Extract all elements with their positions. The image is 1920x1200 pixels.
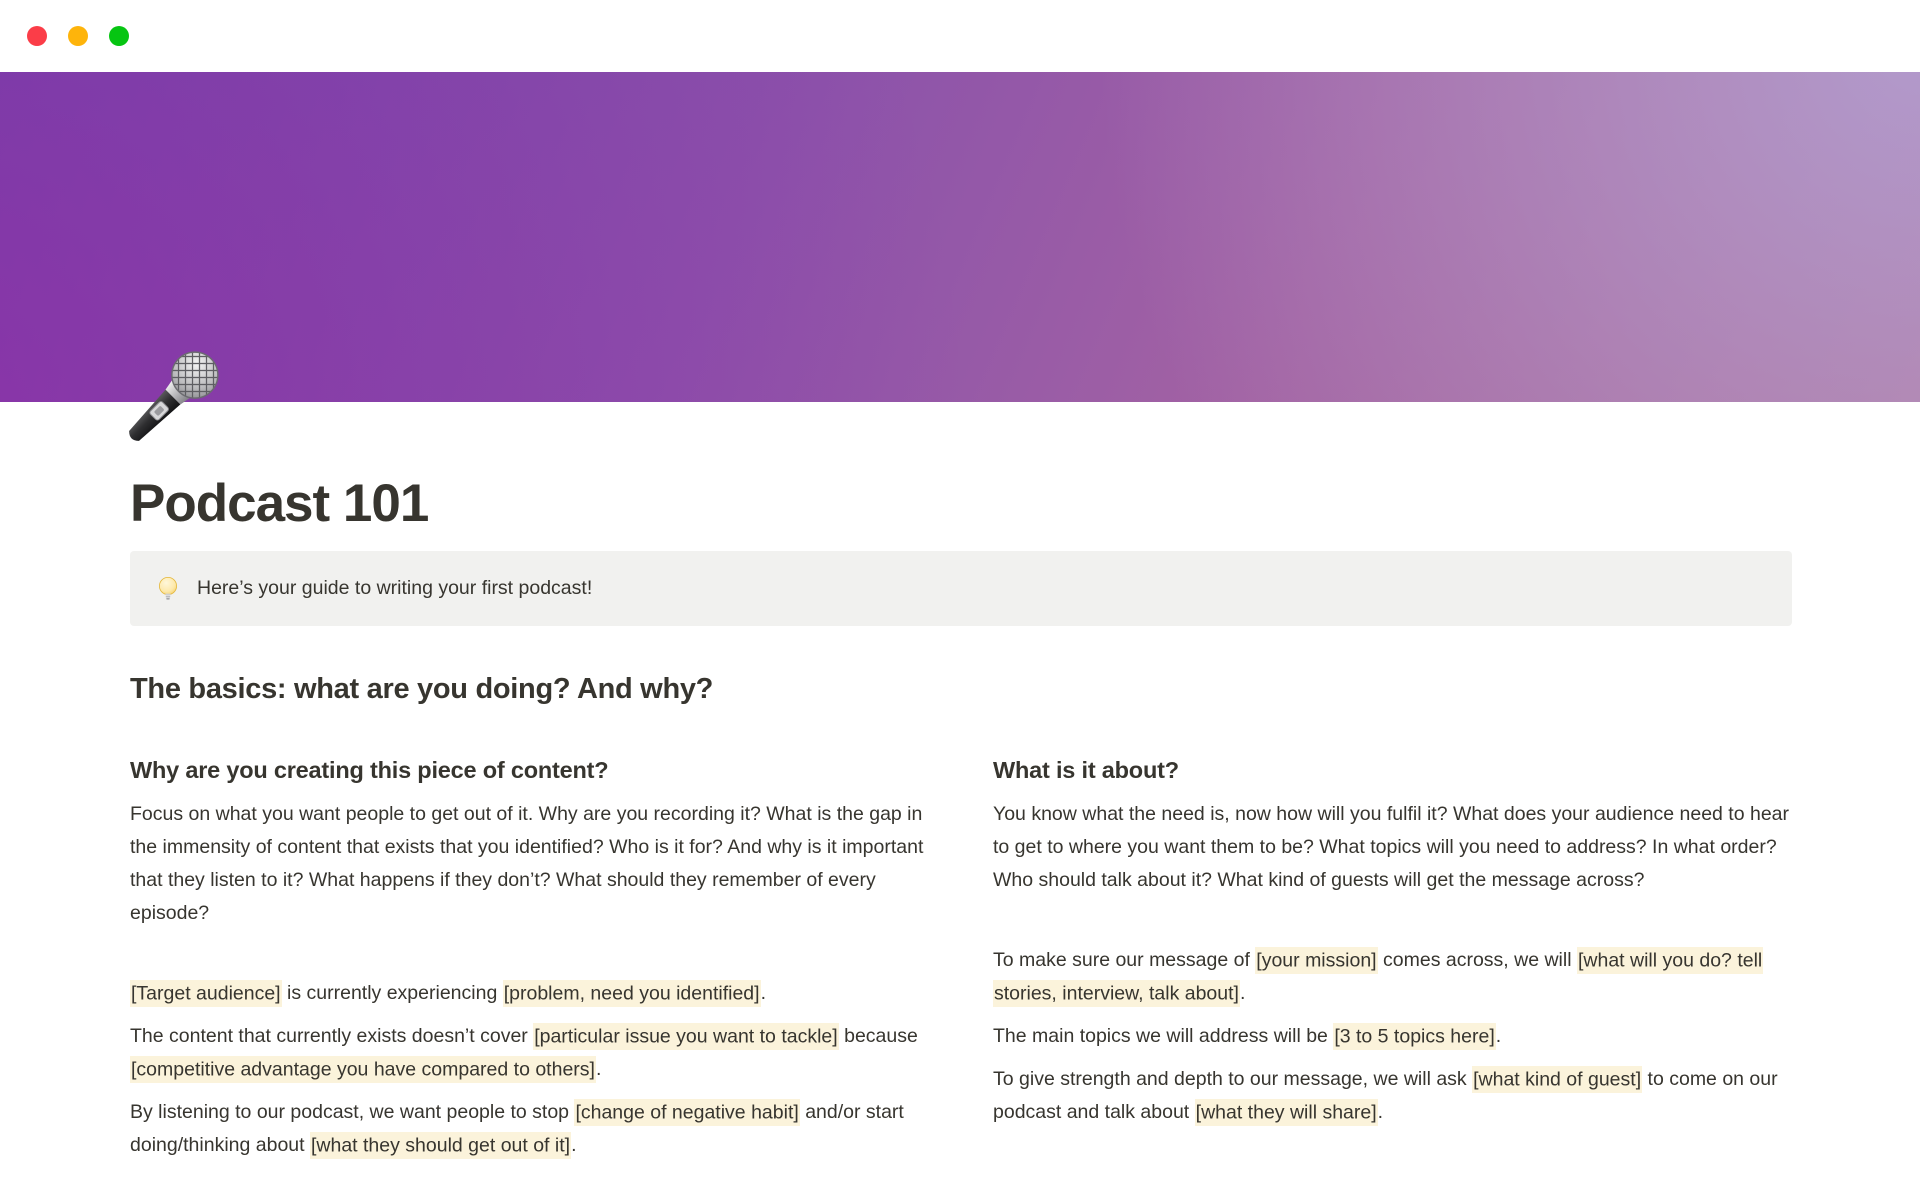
text-run: . bbox=[595, 1058, 602, 1080]
text-run: because bbox=[838, 1025, 918, 1047]
zoom-window-button[interactable] bbox=[109, 26, 129, 46]
page-title[interactable]: Podcast 101 bbox=[130, 474, 429, 533]
template-paragraph[interactable] bbox=[130, 1096, 929, 1162]
text-run: . bbox=[1377, 1101, 1384, 1123]
column-left bbox=[130, 757, 929, 1172]
text-run: comes across, we will bbox=[1377, 949, 1577, 971]
column-right bbox=[993, 757, 1792, 1172]
window-titlebar bbox=[0, 0, 1920, 72]
callout-text[interactable]: Here’s your guide to writing your first podcast! bbox=[197, 576, 593, 599]
page-body bbox=[0, 474, 1920, 1172]
close-window-button[interactable] bbox=[27, 26, 47, 46]
column-right-intro-paragraph[interactable]: You know what the need is, now how will you fulfil it? What does your audience need to hear to get to where you want them to be? What topics will you need to address? In what order? Who should talk about it? What kind of guests will get the message across? bbox=[993, 803, 1790, 891]
text-run: To make sure our message of bbox=[993, 949, 1256, 971]
callout-block bbox=[130, 551, 1792, 626]
template-placeholder: [what will you do? tell stories, interview, talk about] bbox=[993, 947, 1763, 1007]
template-paragraph[interactable] bbox=[993, 944, 1792, 1010]
template-placeholder: [what they should get out of it] bbox=[310, 1132, 571, 1159]
template-paragraph[interactable] bbox=[993, 1020, 1792, 1053]
column-left-heading[interactable]: Why are you creating this piece of content? bbox=[130, 757, 609, 783]
empty-block bbox=[993, 897, 1792, 934]
template-placeholder: [3 to 5 topics here] bbox=[1333, 1023, 1495, 1050]
microphone-icon-graphic bbox=[118, 338, 232, 452]
text-run: and/or start doing/thinking about bbox=[130, 1101, 904, 1156]
lightbulb-icon-graphic bbox=[154, 575, 182, 603]
lightbulb-icon[interactable] bbox=[154, 575, 182, 603]
text-run: is currently experiencing bbox=[281, 982, 503, 1004]
text-run: To give strength and depth to our message, we will ask bbox=[993, 1068, 1473, 1090]
template-placeholder: [particular issue you want to tackle] bbox=[533, 1023, 838, 1050]
template-placeholder: [your mission] bbox=[1255, 947, 1377, 974]
column-right-heading[interactable]: What is it about? bbox=[993, 757, 1179, 783]
template-placeholder: [problem, need you identified] bbox=[503, 980, 761, 1007]
text-run: The content that currently exists doesn’t cover bbox=[130, 1025, 534, 1047]
text-run: to come on our podcast and talk about bbox=[993, 1068, 1778, 1123]
template-placeholder: [what kind of guest] bbox=[1472, 1066, 1642, 1093]
minimize-window-button[interactable] bbox=[68, 26, 88, 46]
template-placeholder: [Target audience] bbox=[130, 980, 282, 1007]
text-run: The main topics we will address will be bbox=[993, 1025, 1334, 1047]
empty-block bbox=[130, 930, 929, 967]
two-column-layout bbox=[130, 757, 1792, 1172]
text-run: By listening to our podcast, we want people to stop bbox=[130, 1101, 575, 1123]
text-run: . bbox=[1239, 982, 1246, 1004]
template-placeholder: [competitive advantage you have compared to others] bbox=[130, 1056, 596, 1083]
text-run: . bbox=[1495, 1025, 1502, 1047]
column-left-intro-paragraph[interactable]: Focus on what you want people to get out of it. Why are you recording it? What is the gap in the immensity of content that exists that you identified? Who is it for? And why is it important that they listen to it? What happens if they don’t? What should they remember of every episode? bbox=[130, 803, 924, 924]
template-paragraph[interactable] bbox=[993, 1063, 1792, 1129]
template-placeholder: [change of negative habit] bbox=[574, 1099, 799, 1126]
template-placeholder: [what they will share] bbox=[1195, 1099, 1378, 1126]
section-heading[interactable]: The basics: what are you doing? And why? bbox=[130, 673, 714, 705]
page-cover-gradient bbox=[0, 72, 1920, 402]
text-run: . bbox=[760, 982, 766, 1004]
text-run: . bbox=[571, 1134, 577, 1156]
template-paragraph[interactable] bbox=[130, 977, 929, 1010]
template-paragraph[interactable] bbox=[130, 1020, 929, 1086]
microphone-icon[interactable] bbox=[118, 338, 232, 452]
